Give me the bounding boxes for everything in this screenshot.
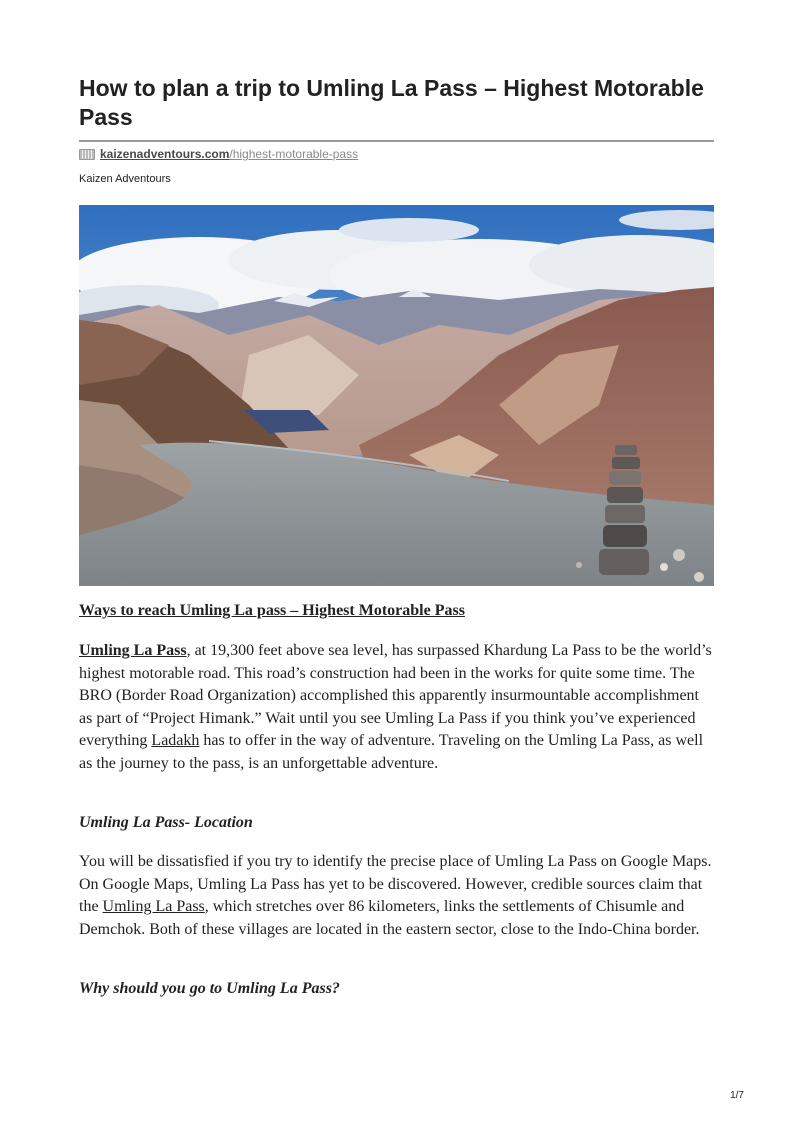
page-number: 1/7	[730, 1090, 744, 1101]
intro-paragraph	[79, 640, 714, 776]
ladakh-link[interactable]: Ladakh	[151, 732, 200, 750]
author-name: Kaizen Adventours	[79, 173, 171, 185]
source-path-link[interactable]: /highest-motorable-pass	[229, 147, 359, 161]
source-domain-link[interactable]: kaizenadventours.com	[100, 147, 230, 161]
location-text-part1: You will be dissatisfied if you try to identify the precise place of Umling La Pass on Google Maps. On Google Maps, Umling La Pass has yet to be discovered. However, credible sources claim that the	[79, 853, 712, 916]
umling-la-link[interactable]: Umling La Pass	[79, 642, 187, 659]
site-favicon-icon	[79, 149, 95, 160]
intro-text-part1: , at 19,300 feet above sea level, has surpassed Khardung La Pass to be the world’s highest motorable road. This road’s construction had been in the works for quite some time. The BRO (Border Road Organization) accomplished this apparently insurmountable accomplishment as part of “Project Himank.” Wait until you see Umling La Pass if you think you’ve experienced everything	[79, 642, 712, 750]
source-line	[79, 147, 358, 161]
location-text-part2: , which stretches over 86 kilometers, links the settlements of Chisumle and Demchok. Both of these villages are located in the eastern sector, close to the Indo-China border.	[79, 898, 700, 938]
article-title: How to plan a trip to Umling La Pass – Highest Motorable Pass	[79, 75, 704, 130]
umling-la-link-2[interactable]: Umling La Pass	[102, 898, 205, 916]
title-divider	[79, 140, 714, 142]
intro-text-part2: has to offer in the way of adventure. Traveling on the Umling La Pass, as well as the journey to the pass, is an unforgettable adventure.	[79, 732, 704, 772]
location-subheading: Umling La Pass- Location	[79, 814, 253, 831]
why-go-subheading: Why should you go to Umling La Pass?	[79, 980, 340, 997]
location-paragraph	[79, 851, 714, 941]
section-heading-link[interactable]: Ways to reach Umling La pass – Highest Motorable Pass	[79, 602, 465, 619]
mountain-road-photo	[79, 205, 714, 586]
